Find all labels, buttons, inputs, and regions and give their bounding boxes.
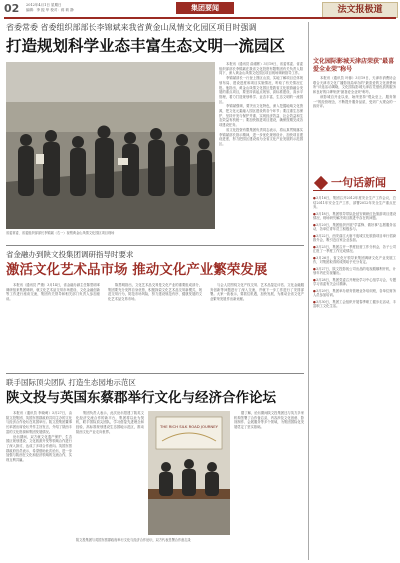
story3-paragraph: 集团负责人表示，此次论坛搭建了陕英文化经济交流合作的新平台，集团将以此为契机，联手国际顶尖团队，学习借鉴先进理念和经验，高标准规划建设生态园地示范区，推动陕西文化产业走向世界。 — [76, 411, 144, 434]
news-brief-item: ●3月30日，集团工会组织开展春季职工健步走活动，丰富职工文化生活。 — [313, 299, 396, 309]
news-brief-item: ●3月27日，陕文投影视公司出品的电视剧顺利开机，计划年内在央视播出。 — [313, 266, 396, 276]
page-number: 02 — [4, 2, 20, 15]
masthead-logo: 法文报极道 — [322, 2, 398, 18]
section-tab: 集团要闻 — [176, 2, 234, 14]
story1-photo-caption: 省委常委、省委组织部部长李锦斌（右一）视察黄金山凤情文化园区项目现场 — [6, 231, 115, 235]
story-divider — [6, 373, 304, 374]
news-brief-item: ●3月26日，省文化厅领导来集团调研文化产业发展工作，对集团取得的成绩给予充分肯定。 — [313, 255, 396, 265]
story1-paragraph: 省文化投资有限集团负责同志表示，将认真贯彻落实李锦斌部长指示精神，进一步优化规划设计，加快项目建设进度，努力把园区建设成为全省文化产业发展的示范园区。 — [219, 127, 303, 146]
story1-kicker: 省委常委 省委组织部部长李锦斌来我省黄金山凤情文化园区项目时强调 — [6, 23, 257, 32]
bullet-icon: ● — [313, 266, 316, 271]
story2-col-2 — [108, 283, 202, 367]
story2-paragraph: 与会人员围绕文化产权交易、艺术品鉴定评估、文化金融服务创新等问题进行了深入交流，并就下一步工作进行了安排部署。大家一致表示，要抓住机遇，加快发展，为推动全省文化产业繁荣发展作出新贡献。 — [210, 283, 304, 302]
story2-paragraph: 陈思明指出，文化艺术品交易是文化产业的重要组成部分，集团要充分发挥自身优势，积极探索文化艺术品交易新模式，规范交易行为，防范市场风险，努力建设规范有序、健康发展的文化艺术品交易市场。 — [108, 283, 202, 302]
news-brief-item: ●3月28日，集团党委召开理论学习中心组学习会，专题学习省委有关会议精神。 — [313, 277, 396, 287]
story3-kicker: 联手国际顶尖团队 打造生态园地示范区 — [6, 378, 136, 387]
page-header — [4, 2, 396, 16]
story1-headline: 打造规划科学业态丰富生态文明一流园区 — [6, 36, 286, 55]
story3-paragraph: 论坛期间，双方就文化遗产保护、生态园区规划建设、文化旅游开发等领域合作进行了深入探讨，达成了多项合作意向。英国东蔡郡政府官员表示，希望借助此次论坛，进一步加强与陕西在文化和经济领域的交流合作，实现互利共赢。 — [6, 434, 72, 463]
story1-paragraph: 李锦斌部长一行登上图区山顶，实地了解项目总体规划布局、建设进度和项目实施情况，听取了有关情况汇报。他指出，黄金山凤情文化园区是我省文化旅游融合发展的重点项目，要坚持高起点规划、高标准建设、高水平管理，着力打造规划科学、业态丰富、生态文明的一流园区。 — [219, 76, 303, 104]
bullet-icon: ● — [313, 244, 316, 249]
forum-banner-text: THE RICH SILK ROAD JOURNEY — [160, 424, 218, 429]
news-brief-item: ●3月16日，集团召开2012年度安全生产工作会议，总结2011年安全生产工作，部署2012年安全生产重点任务。 — [313, 196, 396, 210]
sidebar-lead-title: 文化园际影城天津店荣获"最喜爱全业荣"称号 — [313, 58, 395, 73]
bullet-icon: ● — [313, 222, 316, 227]
story3-headline: 陕文投与英国东蔡郡举行文化与经济合作论坛 — [6, 390, 276, 406]
news-brief-item: ●3月18日，集团领导带队赴延安调研红色旅游项目建设情况，现场研究解决项目推进中存在的问题。 — [313, 211, 396, 221]
news-brief-header — [313, 174, 396, 192]
story1-body — [219, 62, 303, 237]
story2-headline: 激活文化艺术品市场 推动文化产业繁荣发展 — [6, 262, 268, 278]
bullet-icon: ● — [313, 255, 317, 260]
story3-col-1 — [6, 411, 72, 561]
story2-paragraph: 本报讯（通讯员 严康）3月14日，省金融办副主任陈思明率调研组来集团调研，就文化艺术品交易市场建设、文化金融创新等工作进行座谈交流，集团有关领导和相关部门负责人参加座谈。 — [6, 283, 100, 302]
news-brief-item: ●3月23日，集团召开一季度经营工作分析会，各子公司汇报了一季度工作完成情况。 — [313, 244, 396, 254]
story3-col-2 — [76, 411, 144, 535]
news-brief-title: 一句话新闻 — [331, 176, 386, 189]
bullet-icon: ● — [313, 277, 316, 282]
story3-photo-caption: 陕文投集团与英国东蔡郡政府举行文化与经济合作论坛，双方代表签署合作备忘录 — [76, 538, 191, 542]
story3-paragraph: 据了解，论坛期间陕文投集团还与英方多家机构签署了合作备忘录，内容涉及文化创意、影视制作、会展服务等多个领域，为集团国际化发展奠定了坚实基础。 — [234, 411, 304, 430]
story-divider — [6, 245, 304, 246]
bullet-icon: ● — [313, 299, 316, 304]
bullet-icon: ● — [313, 211, 316, 216]
issue-meta — [26, 3, 86, 12]
diamond-icon — [314, 176, 328, 190]
news-brief-item: ●3月22日，西安曲江大唐不夜城文化旅游项目举行招商推介会，吸引近百家企业参加。 — [313, 233, 396, 243]
story3-paragraph: 本报讯（通讯员 李晓萌）3月27日，由陕文投集团、英国东蔡郡政府共同主办的文化与经济合作论坛在英国举行。陕文投集团董事长率团出席论坛并作主旨发言，介绍了陕西丰富的文化资源和集团发展情况。 — [6, 411, 72, 434]
news-brief-list — [313, 196, 396, 560]
story1-photo — [6, 62, 215, 229]
bullet-icon: ● — [313, 233, 316, 238]
column-divider — [308, 22, 309, 560]
story2-col-1 — [6, 283, 100, 367]
story3-col-3 — [234, 411, 304, 561]
story2-kicker: 省金融办到陕文投集团调研指导时要求 — [6, 250, 134, 259]
story2-col-3 — [210, 283, 304, 367]
bullet-icon: ● — [313, 196, 317, 200]
story1-paragraph: 李锦斌强调，要突出文化特色，深入挖掘地域文化资源，把文化元素融入园区建设的各个环节；要注重生态保护，坚持开发与保护并重，实现经济效益、社会效益和生态效益有机统一；要加快推进项目建设，确保按期完成各项建设任务。 — [219, 104, 303, 128]
sidebar-lead-body — [313, 76, 396, 166]
bullet-icon: ● — [313, 288, 316, 293]
story1-dateline: 本报讯（通讯员 曲谱彬）3月19日，省委常委、省委组织部部长李锦斌在我省文化投资有限集团有关负责人陪同下，深入黄金山凤情文化园区项目现场调研指导工作。 — [219, 62, 303, 76]
story3-photo — [148, 411, 230, 535]
photo-officials-on-site — [6, 62, 215, 229]
sidebar-lead-paragraph: 该影城自开业以来，始终坚持"观众至上、服务第一"的经营理念，不断提升服务品质，受到广大观众的一致好评。 — [313, 94, 396, 109]
issue-date: 2012年4月1日 星期日 — [26, 3, 62, 7]
news-brief-item: ●3月20日，集团组织开展"学雷锋、做好事"志愿服务活动，各单位青年员工积极参与。 — [313, 222, 396, 232]
issue-editor: 编辑：李 振 华 校对：蒋 莉 静 — [26, 7, 74, 12]
news-brief-item: ●3月29日，集团举办财务管理业务培训班，各单位财务人员参加培训。 — [313, 288, 396, 298]
news-brief-rule — [313, 190, 396, 191]
header-rule — [4, 17, 396, 19]
photo-forum-signing — [148, 411, 230, 535]
sidebar-lead-paragraph: 本报讯（通讯员 叶蓉）3月19日，天津市消费协会联合天津市文化广播影视局举办的"最喜爱的文化消费场所"评选活动揭晓，文化园际影城天津店凭借优质的服务和良好的口碑荣获"最喜爱全业荣"称号。 — [313, 76, 396, 95]
